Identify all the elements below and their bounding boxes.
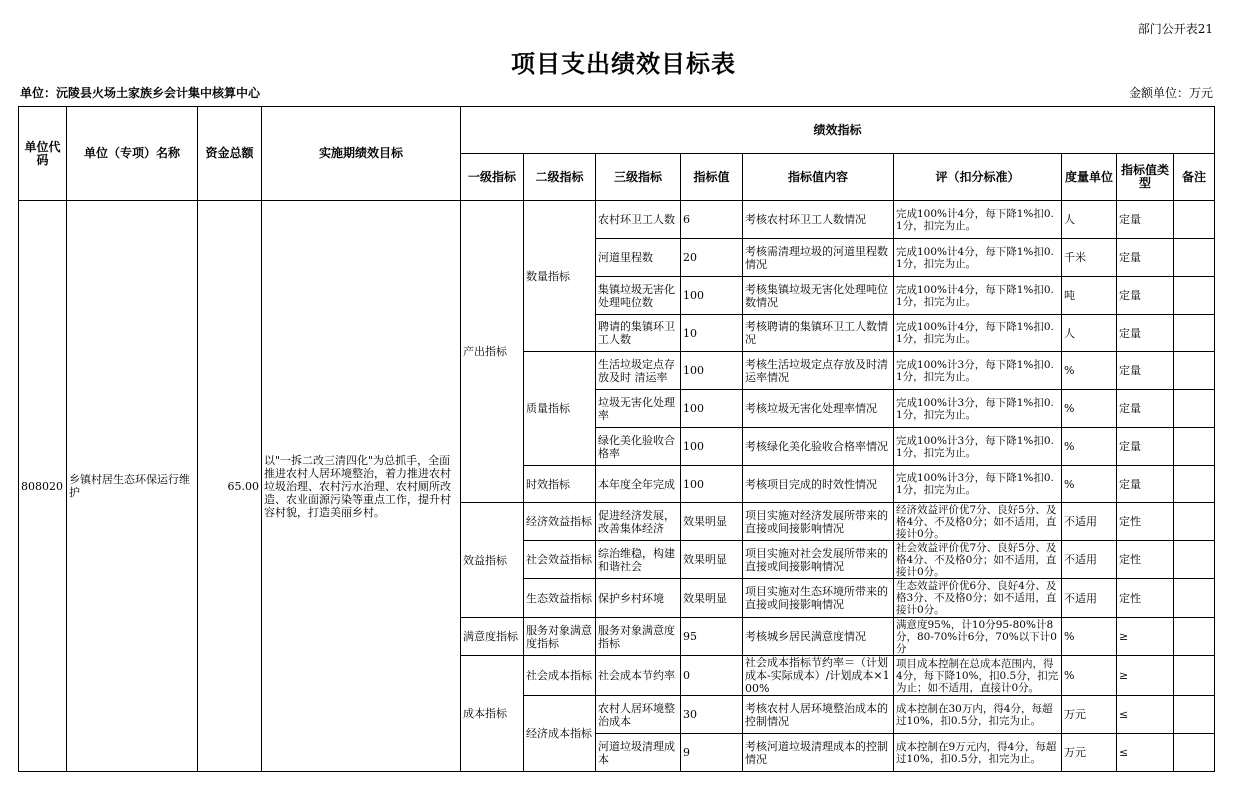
criteria-cell: 满意度95%，计10分95-80%计8分，80-70%计6分，70%以下计0分 <box>894 618 1062 656</box>
level2-cell: 生态效益指标 <box>524 579 596 618</box>
remark-cell <box>1174 315 1215 352</box>
criteria-cell: 完成100%计4分，每下降1%扣0.1分，扣完为止。 <box>894 239 1062 277</box>
indicator-content-cell: 考核生活垃圾定点存放及时清运率情况 <box>743 352 894 390</box>
indicator-content-cell: 项目实施对生态环境所带来的直接或间接影响情况 <box>743 579 894 618</box>
level2-cell: 数量指标 <box>524 201 596 352</box>
measure-unit-cell: 吨 <box>1062 277 1117 315</box>
value-type-cell: 定量 <box>1117 315 1174 352</box>
indicator-content-cell: 项目实施对社会发展所带来的直接或间接影响情况 <box>743 541 894 579</box>
measure-unit-cell: % <box>1062 618 1117 656</box>
level2-cell: 经济效益指标 <box>524 503 596 541</box>
measure-unit-cell: 不适用 <box>1062 579 1117 618</box>
criteria-cell: 完成100%计3分，每下降1%扣0.1分，扣完为止。 <box>894 466 1062 503</box>
indicator-value-cell: 100 <box>681 390 743 428</box>
criteria-cell: 完成100%计3分，每下降1%扣0.1分，扣完为止。 <box>894 390 1062 428</box>
goal-cell: 以"一拆二改三清四化"为总抓手，全面推进农村人居环境整治，着力推进农村垃圾治理、农村污水治理、农村厕所改造、农业面源污染等重点工作，提升村容村貌，打造美丽乡村。 <box>262 201 461 772</box>
value-type-cell: 定量 <box>1117 201 1174 239</box>
level2-cell: 社会成本指标 <box>524 656 596 696</box>
indicator-value-cell: 20 <box>681 239 743 277</box>
indicator-value-cell: 10 <box>681 315 743 352</box>
header-total-funds: 资金总额 <box>198 107 262 201</box>
value-type-cell: 定量 <box>1117 352 1174 390</box>
measure-unit-cell: 千米 <box>1062 239 1117 277</box>
remark-cell <box>1174 734 1215 772</box>
indicator-content-cell: 项目实施对经济发展所带来的直接或间接影响情况 <box>743 503 894 541</box>
level3-cell: 河道垃圾清理成本 <box>596 734 681 772</box>
total-funds-cell: 65.00 <box>198 201 262 772</box>
measure-unit-cell: 人 <box>1062 315 1117 352</box>
remark-cell <box>1174 277 1215 315</box>
remark-cell <box>1174 618 1215 656</box>
measure-unit-cell: 万元 <box>1062 734 1117 772</box>
remark-cell <box>1174 656 1215 696</box>
remark-cell <box>1174 428 1215 466</box>
indicator-value-cell: 0 <box>681 656 743 696</box>
value-type-cell: 定量 <box>1117 466 1174 503</box>
level2-cell: 质量指标 <box>524 352 596 466</box>
header-level2: 二级指标 <box>524 154 596 201</box>
indicator-content-cell: 考核农村环卫工人数情况 <box>743 201 894 239</box>
remark-cell <box>1174 466 1215 503</box>
performance-table <box>18 106 1215 772</box>
indicator-content-cell: 考核需清理垃圾的河道里程数情况 <box>743 239 894 277</box>
indicator-value-cell: 效果明显 <box>681 503 743 541</box>
header-level1: 一级指标 <box>461 154 524 201</box>
level3-cell: 保护乡村环境 <box>596 579 681 618</box>
level3-cell: 农村环卫工人数 <box>596 201 681 239</box>
indicator-value-cell: 100 <box>681 352 743 390</box>
header-unit-name: 单位（专项）名称 <box>67 107 198 201</box>
value-type-cell: ≥ <box>1117 656 1174 696</box>
level3-cell: 农村人居环境整治成本 <box>596 696 681 734</box>
remark-cell <box>1174 579 1215 618</box>
indicator-content-cell: 考核城乡居民满意度情况 <box>743 618 894 656</box>
remark-cell <box>1174 201 1215 239</box>
measure-unit-cell: 人 <box>1062 201 1117 239</box>
indicator-content-cell: 考核绿化美化验收合格率情况 <box>743 428 894 466</box>
header-level3: 三级指标 <box>596 154 681 201</box>
measure-unit-cell: % <box>1062 656 1117 696</box>
level3-cell: 促进经济发展，改善集体经济 <box>596 503 681 541</box>
remark-cell <box>1174 696 1215 734</box>
header-value-type: 指标值类型 <box>1117 154 1174 201</box>
level3-cell: 垃圾无害化处理率 <box>596 390 681 428</box>
measure-unit-cell: 不适用 <box>1062 503 1117 541</box>
criteria-cell: 社会效益评价优7分、良好5分、及格4分、不及格0分；如不适用，直接计0分。 <box>894 541 1062 579</box>
indicator-content-cell: 考核垃圾无害化处理率情况 <box>743 390 894 428</box>
level1-cell: 成本指标 <box>461 656 524 772</box>
level3-cell: 集镇垃圾无害化处理吨位数 <box>596 277 681 315</box>
indicator-value-cell: 9 <box>681 734 743 772</box>
level1-cell: 产出指标 <box>461 201 524 503</box>
level3-cell: 服务对象满意度指标 <box>596 618 681 656</box>
criteria-cell: 成本控制在9万元内，得4分，每超过10%，扣0.5分，扣完为止。 <box>894 734 1062 772</box>
indicator-content-cell: 考核集镇垃圾无害化处理吨位数情况 <box>743 277 894 315</box>
value-type-cell: 定量 <box>1117 390 1174 428</box>
unit-name-cell: 乡镇村居生态环保运行维护 <box>67 201 198 772</box>
measure-unit-cell: % <box>1062 428 1117 466</box>
indicator-content-cell: 社会成本指标节约率＝（计划成本-实际成本）/计划成本×100% <box>743 656 894 696</box>
level3-cell: 综治维稳，构建和谐社会 <box>596 541 681 579</box>
level2-cell: 时效指标 <box>524 466 596 503</box>
unit-label: 单位：沅陵县火场土家族乡会计集中核算中心 <box>20 86 261 100</box>
criteria-cell: 完成100%计4分，每下降1%扣0.1分，扣完为止。 <box>894 315 1062 352</box>
header-performance-indicators: 绩效指标 <box>461 107 1215 154</box>
value-type-cell: 定量 <box>1117 239 1174 277</box>
level1-cell: 满意度指标 <box>461 618 524 656</box>
indicator-value-cell: 100 <box>681 466 743 503</box>
header-remark: 备注 <box>1174 154 1215 201</box>
level1-cell: 效益指标 <box>461 503 524 618</box>
measure-unit-cell: % <box>1062 390 1117 428</box>
indicator-value-cell: 6 <box>681 201 743 239</box>
value-type-cell: 定量 <box>1117 277 1174 315</box>
level3-cell: 本年度全年完成 <box>596 466 681 503</box>
header-content: 指标值内容 <box>743 154 894 201</box>
level3-cell: 河道里程数 <box>596 239 681 277</box>
indicator-content-cell: 考核农村人居环境整治成本的控制情况 <box>743 696 894 734</box>
header-goal: 实施期绩效目标 <box>262 107 461 201</box>
indicator-value-cell: 效果明显 <box>681 579 743 618</box>
measure-unit-cell: 万元 <box>1062 696 1117 734</box>
indicator-value-cell: 30 <box>681 696 743 734</box>
level2-cell: 经济成本指标 <box>524 696 596 772</box>
indicator-content-cell: 考核河道垃圾清理成本的控制情况 <box>743 734 894 772</box>
level3-cell: 生活垃圾定点存放及时 清运率 <box>596 352 681 390</box>
level3-cell: 社会成本节约率 <box>596 656 681 696</box>
criteria-cell: 完成100%计4分，每下降1%扣0.1分，扣完为止。 <box>894 201 1062 239</box>
indicator-value-cell: 效果明显 <box>681 541 743 579</box>
remark-cell <box>1174 239 1215 277</box>
value-type-cell: ≤ <box>1117 696 1174 734</box>
indicator-value-cell: 100 <box>681 277 743 315</box>
indicator-content-cell: 考核项目完成的时效性情况 <box>743 466 894 503</box>
remark-cell <box>1174 503 1215 541</box>
level3-cell: 绿化美化验收合格率 <box>596 428 681 466</box>
form-number: 部门公开表21 <box>1137 22 1213 36</box>
level2-cell: 服务对象满意度指标 <box>524 618 596 656</box>
criteria-cell: 完成100%计3分，每下降1%扣0.1分，扣完为止。 <box>894 428 1062 466</box>
criteria-cell: 完成100%计4分，每下降1%扣0.1分，扣完为止。 <box>894 277 1062 315</box>
value-type-cell: 定性 <box>1117 503 1174 541</box>
level3-cell: 聘请的集镇环卫工人数 <box>596 315 681 352</box>
header-measure-unit: 度量单位 <box>1062 154 1117 201</box>
page-title: 项目支出绩效目标表 <box>511 50 736 78</box>
value-type-cell: ≥ <box>1117 618 1174 656</box>
remark-cell <box>1174 541 1215 579</box>
indicator-content-cell: 考核聘请的集镇环卫工人数情况 <box>743 315 894 352</box>
indicator-value-cell: 100 <box>681 428 743 466</box>
unit-code-cell: 808020 <box>19 201 67 772</box>
measure-unit-cell: 不适用 <box>1062 541 1117 579</box>
criteria-cell: 完成100%计3分，每下降1%扣0.1分，扣完为止。 <box>894 352 1062 390</box>
measure-unit-cell: % <box>1062 466 1117 503</box>
criteria-cell: 成本控制在30万内，得4分，每超过10%，扣0.5分，扣完为止。 <box>894 696 1062 734</box>
header-unit-code: 单位代码 <box>19 107 67 201</box>
remark-cell <box>1174 390 1215 428</box>
remark-cell <box>1174 352 1215 390</box>
measure-unit-cell: % <box>1062 352 1117 390</box>
money-unit-label: 金额单位：万元 <box>1128 86 1213 100</box>
header-criteria: 评（扣分标准） <box>894 154 1062 201</box>
criteria-cell: 经济效益评价优7分、良好5分、及格4分、不及格0分；如不适用，直接计0分。 <box>894 503 1062 541</box>
header-value: 指标值 <box>681 154 743 201</box>
value-type-cell: 定量 <box>1117 428 1174 466</box>
table-row <box>19 201 1215 239</box>
level2-cell: 社会效益指标 <box>524 541 596 579</box>
criteria-cell: 生态效益评价优6分、良好4分、及格3分、不及格0分；如不适用，直接计0分。 <box>894 579 1062 618</box>
value-type-cell: ≤ <box>1117 734 1174 772</box>
value-type-cell: 定性 <box>1117 579 1174 618</box>
value-type-cell: 定性 <box>1117 541 1174 579</box>
criteria-cell: 项目成本控制在总成本范围内，得4分，每下降10%，扣0.5分，扣完为止；如不适用，直接计0分。 <box>894 656 1062 696</box>
indicator-value-cell: 95 <box>681 618 743 656</box>
